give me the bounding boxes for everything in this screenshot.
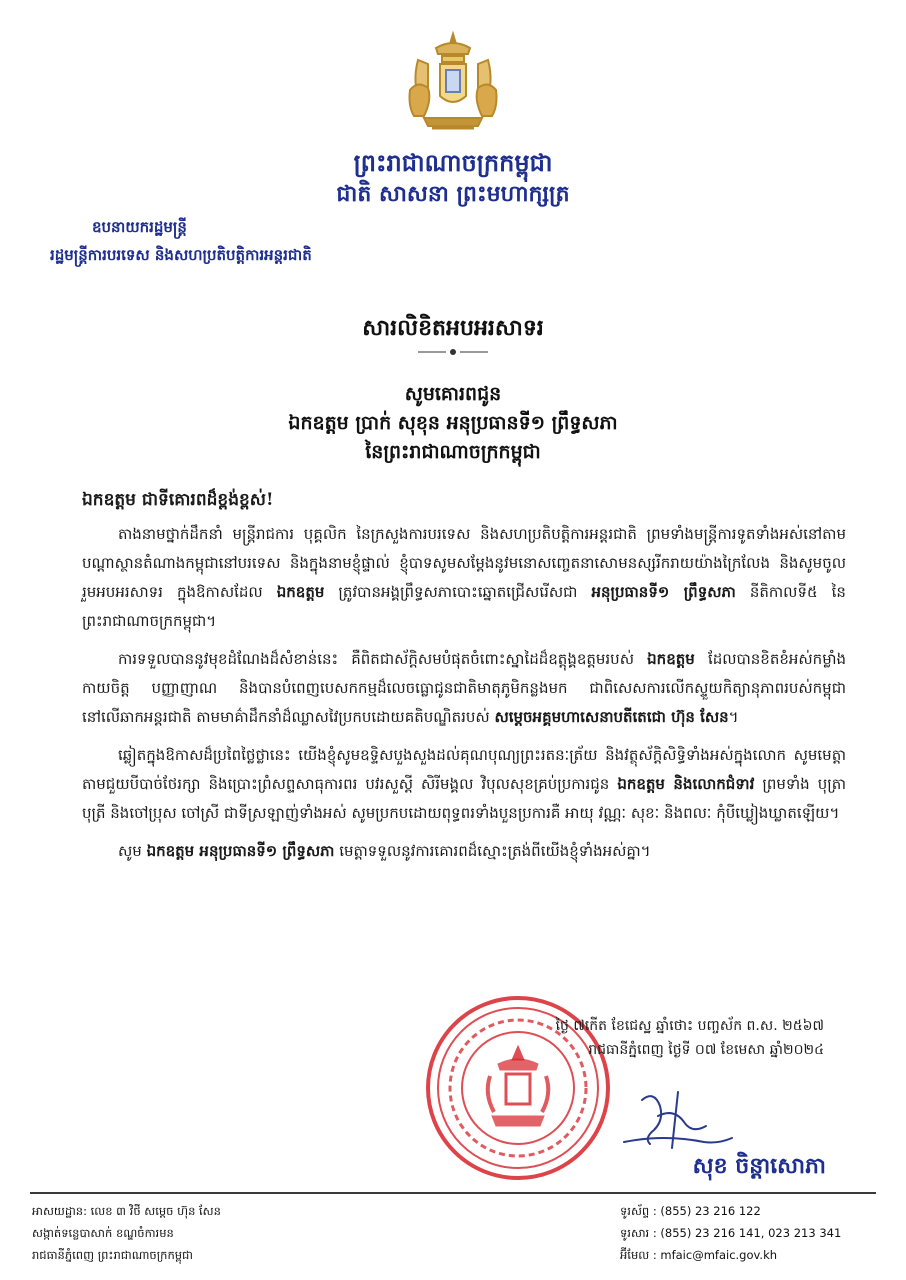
address-line-1: អាសយដ្ឋាន: លេខ ៣ វិថី សម្តេច ហ៊ុន សែន: [32, 1204, 221, 1218]
date-solar: រាជធានីភ្នំពេញ ថ្ងៃទី ០៧ ខែមេសា ឆ្នាំ២០២៤: [588, 1042, 824, 1058]
paragraph-4: [82, 837, 846, 866]
recipient-name: ឯកឧត្តម ប្រាក់ សុខុន អនុប្រធានទី១ ព្រឹទ្ធសភា: [288, 412, 618, 434]
paragraph-3: [82, 741, 846, 828]
contact-phone: ទូរស័ព្ទ : (855) 23 216 122: [620, 1204, 761, 1218]
signer-name: សុខ ចិន្តាសោភា: [692, 1153, 826, 1179]
office-title-deputy-pm: ឧបនាយករដ្ឋមន្ត្រី: [92, 218, 187, 236]
paragraph-3-bold-a: ឯកឧត្តម និងលោកជំទាវ: [617, 775, 755, 793]
kingdom-title: ព្រះរាជាណាចក្រកម្ពុជា: [353, 148, 553, 177]
paragraph-3-text-a: ឆ្លៀតក្នុងឱកាសដ៏ប្រពៃថ្លៃថ្លានេះ យើងខ្ញុំសូមឧទ្ទិសបួងសួងដល់គុណបុណ្យព្រះរតនៈត្រ័យ និងវត្ថុស័ក្តិសិទ្ធិទាំងអស់ក្នុងលោក សូមមេត្តាតាមជួយបីបាច់ថែរក្សា និងប្រោះព្រំសព្ទសាធុការពរ បវរសួស្តី សិរីមង្គល វិបុលសុខគ្រប់ប្រការជូន: [82, 746, 846, 793]
recipient-salutation: សូមគោរពជូន: [404, 383, 502, 405]
date-lunar: ថ្ងៃ ៧កើត ខែជេស្ឋ ឆ្នាំថោះ បញ្ចស័ក ព.ស. ២៥៦៧: [555, 1018, 824, 1034]
footer-divider: [30, 1192, 876, 1194]
paragraph-2-text-b: ដែលបានខិតខំអស់កម្លាំងកាយចិត្ត បញ្ញាញាណ និងបានបំពេញបេសកកម្មដ៏លេចធ្លោជូនជាតិមាតុភូមិកន្លងមក ជាពិសេសការលើកស្ទួយកិត្យានុភាពរបស់កម្ពុជានៅលើឆាកអន្តរជាតិ តាមមាគ៌ាដឹកនាំដ៏ឈ្លាសវៃប្រកបដោយគតិបណ្ឌិតរបស់: [82, 650, 846, 726]
paragraph-1-bold-b: អនុប្រធានទី១ ព្រឹទ្ធសភា: [591, 583, 736, 601]
handwritten-signature-icon: [614, 1086, 740, 1156]
footer-address: [32, 1200, 221, 1266]
paragraph-4-text-a: សូម: [118, 842, 142, 860]
paragraph-2-text-a: ការទទួលបាននូវមុខដំណែងដ៏សំខាន់នេះ គឺពិតជាស័ក្តិសមបំផុតចំពោះស្នាដៃដ៏ឧត្តុង្គឧត្តមរបស់: [118, 650, 634, 668]
paragraph-4-text-b: មេត្តាទទួលនូវការគោរពដ៏ស្មោះត្រង់ពីយើងខ្ញុំទាំងអស់គ្នា។: [339, 842, 651, 860]
royal-emblem-icon: [398, 30, 508, 140]
paragraph-1-text-c: នីតិកាលទី៥ នៃព្រះរាជាណាចក្រកម្ពុជា។: [82, 583, 846, 630]
paragraph-1-text-b: ត្រូវបានអង្គព្រឹទ្ធសភាបោះឆ្នោតជ្រើសរើសជា: [338, 583, 578, 601]
divider-ornament-icon: [416, 346, 490, 358]
paragraph-1-bold-a: ឯកឧត្តម: [276, 583, 325, 601]
kingdom-motto: ជាតិ សាសនា ព្រះមហាក្សត្រ: [336, 181, 570, 207]
contact-fax: ទូរសារ : (855) 23 216 141, 023 213 341: [620, 1226, 842, 1240]
paragraph-2: [82, 645, 846, 732]
date-block: [556, 1014, 824, 1062]
paragraph-1: [82, 520, 846, 636]
address-line-2: សង្កាត់ទន្លេបាសាក់ ខណ្ឌចំការមន: [32, 1226, 174, 1240]
paragraph-4-bold-a: ឯកឧត្តម អនុប្រធានទី១ ព្រឹទ្ធសភា: [146, 842, 335, 860]
document-title: សារលិខិតអបអរសាទរ: [362, 315, 544, 341]
paragraph-3-text-b: ព្រមទាំង បុត្រា បុត្រី និងចៅប្រុស ចៅស្រី ជាទីស្រឡាញ់ទាំងអស់ សូមប្រកបដោយពុទ្ធពរទាំងបួនប្រការគឺ អាយុ វណ្ណៈ សុខៈ និងពលៈ កុំបីឃ្លៀងឃ្លាតឡើយ។: [82, 775, 846, 822]
recipient-block: [0, 380, 906, 467]
contact-email[interactable]: អ៊ីមែល : mfaic@mfaic.gov.kh: [620, 1248, 778, 1262]
recipient-institution: នៃព្រះរាជាណាចក្រកម្ពុជា: [365, 441, 541, 463]
paragraph-2-bold-b: សម្តេចអគ្គមហាសេនាបតីតេជោ ហ៊ុន សែន: [494, 708, 729, 726]
address-line-3: រាជធានីភ្នំពេញ ព្រះរាជាណាចក្រកម្ពុជា: [32, 1248, 193, 1262]
footer-contacts: [620, 1200, 841, 1266]
greeting: ឯកឧត្តម ជាទីគោរពដ៏ខ្ពង់ខ្ពស់!: [82, 490, 274, 510]
paragraph-1-text-a: តាងនាមថ្នាក់ដឹកនាំ មន្ត្រីរាជការ បុគ្គលិក នៃក្រសួងការបរទេស និងសហប្រតិបត្តិការអន្តរជាតិ ព្រមទាំងមន្ត្រីការទូតទាំងអស់នៅតាមបណ្តាស្ថានតំណាងកម្ពុជានៅបរទេស និងក្នុងនាមខ្ញុំផ្ទាល់ ខ្ញុំបាទសូមសម្តែងនូវមនោសញ្ចេតនាសោមនស្សរីករាយយ៉ាងក្រៃលែង និងសូមចូលរួមអបអរសាទរ ក្នុងឱកាសដែល: [82, 525, 846, 601]
paragraph-2-bold-a: ឯកឧត្តម: [647, 650, 695, 668]
office-title-minister: រដ្ឋមន្ត្រីការបរទេស និងសហប្រតិបត្តិការអន្តរជាតិ: [50, 246, 312, 264]
paragraph-2-text-c: ។: [728, 708, 739, 726]
letter-body: [82, 520, 846, 875]
